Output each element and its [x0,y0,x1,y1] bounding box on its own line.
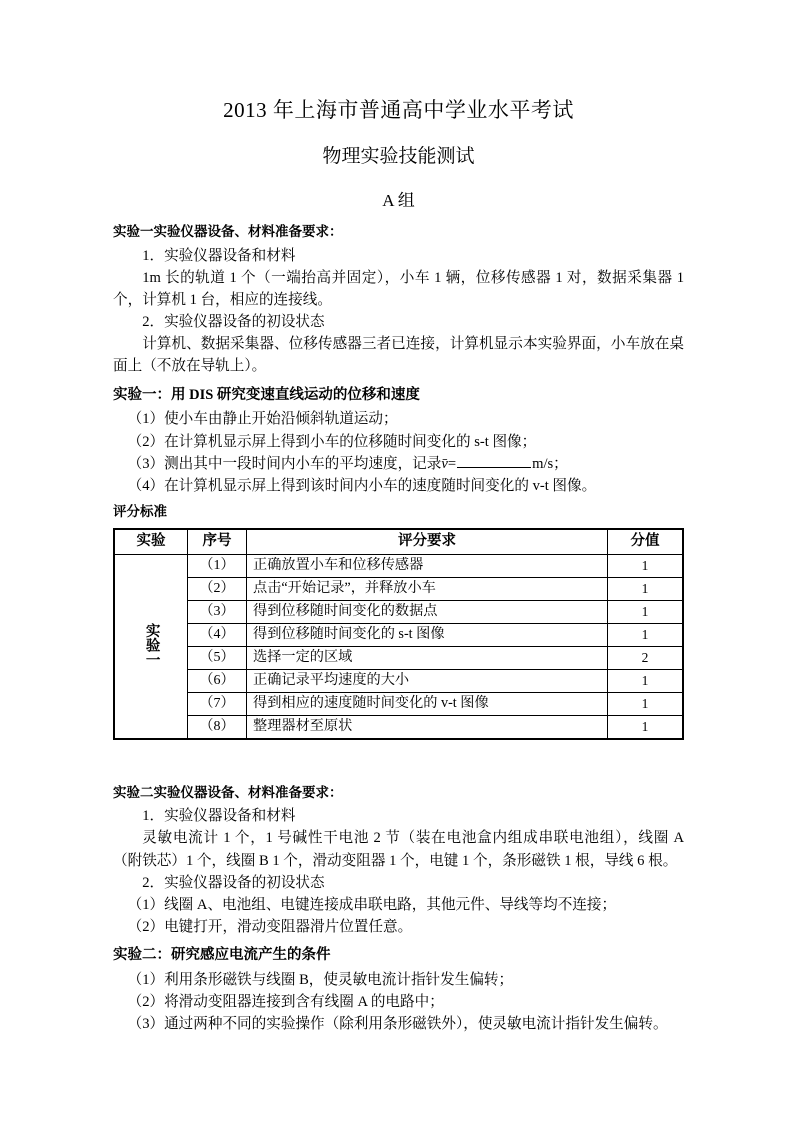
group-label: A 组 [382,191,415,210]
row-value: 2 [608,646,684,669]
title-block [113,0,684,209]
table-row [114,623,683,646]
section1-item2-label: 2．实验仪器设备的初设状态 [142,314,325,331]
experiment2-step-3: （3）通过两种不同的实验操作（除利用条形磁铁外），使灵敏电流计指针发生偏转。 [127,1016,668,1033]
row-value: 1 [608,623,684,646]
scoring-table [113,528,684,740]
answer-blank[interactable] [457,453,531,468]
row-serial: （6） [188,669,247,692]
row-requirement: 得到位移随时间变化的 s-t 图像 [247,623,608,646]
section1-item1-label: 1．实验仪器设备和材料 [142,247,296,264]
experiment1-step-3-prefix: （3）测出其中一段时间内小车的平均速度，记录 [127,455,442,472]
scoring-table-body [114,554,683,739]
row-serial: （3） [188,600,247,623]
experiment-group-label: 实验一 [143,622,160,667]
experiment-group-cell [114,554,188,739]
section2-item1-label: 1．实验仪器设备和材料 [142,808,296,825]
average-velocity-symbol: v̄ [441,455,448,472]
header-serial: 序号 [188,529,247,555]
row-requirement: 得到相应的速度随时间变化的 v-t 图像 [247,692,608,715]
header-experiment: 实验 [114,529,188,555]
row-value: 1 [608,600,684,623]
experiment1-heading: 实验一：用 DIS 研究变速直线运动的位移和速度 [113,386,420,403]
section2-item1-text: 灵敏电流计 1 个，1 号碱性干电池 2 节（装在电池盒内组成串联电池组），线圈 A（附铁芯）1 个，线圈 B 1 个，滑动变阻器 1 个，电键 1 个，条形磁铁 1 根，导线 6 根。 [113,830,684,869]
section2-item2-label: 2．实验仪器设备的初设状态 [142,874,325,891]
header-requirement: 评分要求 [247,529,608,555]
row-value: 1 [608,669,684,692]
header-value: 分值 [608,529,684,555]
criteria-heading: 评分标准 [113,504,167,521]
row-value: 1 [608,692,684,715]
spacer [113,740,684,778]
experiment1-step-2: （2）在计算机显示屏上得到小车的位移随时间变化的 s-t 图像； [127,433,537,450]
table-row [114,692,683,715]
row-requirement: 正确放置小车和位移传感器 [247,554,608,577]
table-row [114,669,683,692]
row-serial: （2） [188,577,247,600]
row-value: 1 [608,554,684,577]
experiment2-step-1: （1）利用条形磁铁与线圈 B，使灵敏电流计指针发生偏转； [127,971,514,988]
section1-item2-text: 计算机、数据采集器、位移传感器三者已连接，计算机显示本实验界面，小车放在桌面上（不放在导轨上）。 [113,336,684,375]
experiment2-step-2: （2）将滑动变阻器连接到含有线圈 A 的电路中； [127,994,444,1011]
section2-prep-heading: 实验二实验仪器设备、材料准备要求： [113,784,343,801]
row-value: 1 [608,715,684,739]
row-serial: （7） [188,692,247,715]
experiment1-step-3 [113,453,684,475]
row-serial: （1） [188,554,247,577]
section1-prep-heading: 实验一实验仪器设备、材料准备要求： [113,224,343,240]
row-serial: （8） [188,715,247,739]
section2-item2-sub2: （2）电键打开，滑动变阻器滑片位置任意。 [127,919,413,936]
table-row [114,577,683,600]
experiment2-heading: 实验二：研究感应电流产生的条件 [113,947,331,964]
experiment1-step-3-unit: m/s； [532,455,568,472]
table-row [114,715,683,739]
table-row [114,600,683,623]
page-content [113,0,684,1035]
page-subtitle: 物理实验技能测试 [322,146,475,167]
table-row [114,646,683,669]
row-requirement: 选择一定的区域 [247,646,608,669]
section1-item1-text: 1m 长的轨道 1 个（一端抬高并固定），小车 1 辆，位移传感器 1 对，数据采集器 1 个，计算机 1 台，相应的连接线。 [113,269,684,308]
row-value: 1 [608,577,684,600]
experiment1-step-1: （1）使小车由静止开始沿倾斜轨道运动； [127,411,398,428]
row-serial: （5） [188,646,247,669]
row-requirement: 整理器材至原状 [247,715,608,739]
experiment1-step-3-equals: = [447,455,457,472]
page-title: 2013 年上海市普通高中学业水平考试 [223,98,574,122]
table-row [114,554,683,577]
scoring-table-head [114,529,683,555]
section2-item2-sub1: （1）线圈 A、电池组、电键连接成串联电路，其他元件、导线等均不连接； [127,896,617,913]
table-header-row [114,529,683,555]
experiment1-step-4: （4）在计算机显示屏上得到该时间内小车的速度随时间变化的 v-t 图像。 [127,477,597,494]
row-serial: （4） [188,623,247,646]
row-requirement: 点击“开始记录”，并释放小车 [247,577,608,600]
row-requirement: 正确记录平均速度的大小 [247,669,608,692]
row-requirement: 得到位移随时间变化的数据点 [247,600,608,623]
